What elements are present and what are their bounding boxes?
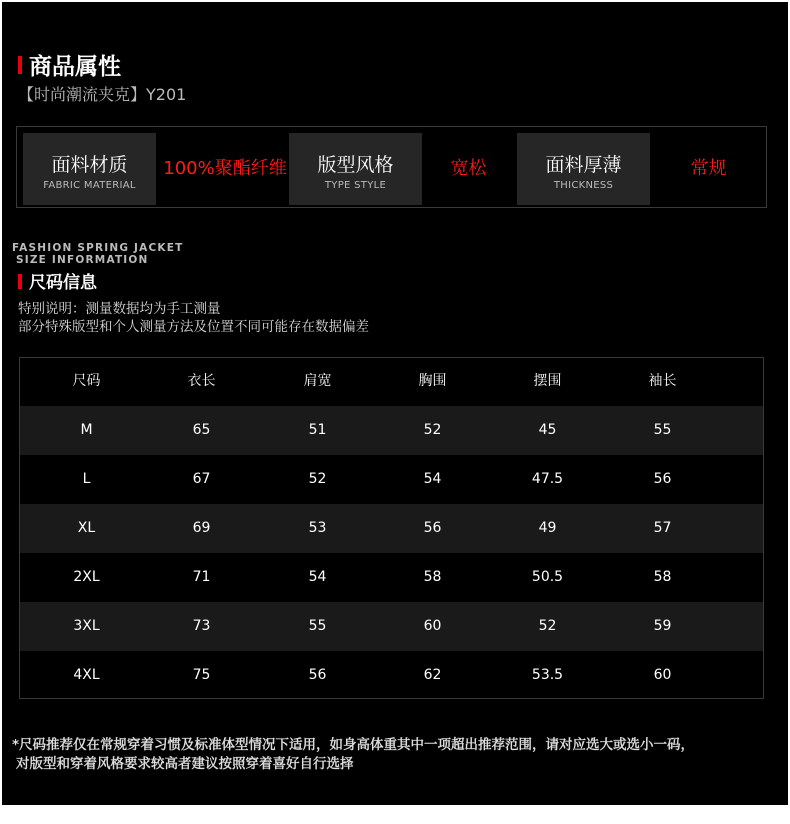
size-table-row — [20, 504, 763, 553]
size-table-cell: 75 — [192, 667, 211, 683]
attr-label-fabric — [23, 133, 156, 205]
size-table-row — [20, 602, 763, 651]
size-table-cell: 54 — [308, 569, 327, 585]
size-table-header-cell: 尺码 — [72, 373, 101, 389]
attr-label-zh: 版型风格 — [317, 154, 394, 176]
en-heading-line: SIZE INFORMATION — [16, 254, 149, 266]
size-table-row — [20, 651, 763, 700]
size-table-cell: 58 — [423, 569, 442, 585]
size-table-row — [20, 406, 763, 455]
en-heading-line: FASHION SPRING JACKET — [12, 242, 184, 254]
footer-note-line: 对版型和穿着风格要求较高者建议按照穿着喜好自行选择 — [16, 756, 354, 772]
attr-label-en: TYPE STYLE — [324, 180, 387, 191]
attr-label-zh: 面料材质 — [51, 154, 128, 176]
size-table-cell: 56 — [653, 471, 672, 487]
size-table-header-cell: 胸围 — [418, 373, 447, 389]
attributes-panel — [16, 126, 767, 208]
size-table-row — [20, 553, 763, 602]
size-table-row — [20, 455, 763, 504]
size-table-cell: 59 — [653, 618, 672, 634]
size-table-cell: 56 — [423, 520, 442, 536]
size-table-cell: 54 — [423, 471, 442, 487]
size-table-cell: 58 — [653, 569, 672, 585]
size-table-cell: 73 — [192, 618, 211, 634]
size-table-cell: XL — [77, 520, 96, 536]
size-table-cell: M — [80, 422, 93, 438]
size-table-cell: 53 — [308, 520, 327, 536]
size-table-header-cell: 衣长 — [187, 373, 216, 389]
size-table-cell: 56 — [308, 667, 327, 683]
size-note-line: 部分特殊版型和个人测量方法及位置不同可能存在数据偏差 — [18, 319, 369, 335]
attr-value-style: 宽松 — [450, 158, 487, 179]
size-table-cell: 55 — [653, 422, 672, 438]
footer-note-line: *尺码推荐仅在常规穿着习惯及标准体型情况下适用，如身高体重其中一项超出推荐范围，请对应选大或选小一码， — [12, 737, 695, 753]
attr-label-en: FABRIC MATERIAL — [43, 180, 136, 191]
size-note-line: 特别说明：测量数据均为手工测量 — [18, 301, 221, 317]
attr-label-zh: 面料厚薄 — [545, 154, 622, 176]
size-table-cell: 52 — [538, 618, 557, 634]
size-table-cell: 60 — [423, 618, 442, 634]
size-table-cell: 2XL — [73, 569, 100, 585]
product-detail-page — [2, 2, 788, 805]
size-table-cell: 62 — [423, 667, 442, 683]
size-table-header-cell: 摆围 — [533, 373, 562, 389]
attr-label-en: THICKNESS — [553, 180, 614, 191]
section-accent-bar — [18, 274, 22, 289]
size-table-cell: 47.5 — [531, 471, 564, 487]
size-table-cell: 4XL — [73, 667, 100, 683]
size-table-header-cell: 肩宽 — [303, 373, 332, 389]
size-table-cell: L — [82, 471, 91, 487]
size-table-cell: 67 — [192, 471, 211, 487]
size-table-cell: 65 — [192, 422, 211, 438]
size-table-header — [20, 357, 763, 406]
size-table-cell: 49 — [538, 520, 557, 536]
size-table-cell: 69 — [192, 520, 211, 536]
size-table-cell: 60 — [653, 667, 672, 683]
size-table-cell: 53.5 — [531, 667, 564, 683]
attr-value-fabric: 100%聚酯纤维 — [163, 158, 287, 179]
size-info-en-heading — [12, 242, 183, 266]
size-table-cell: 52 — [423, 422, 442, 438]
size-table-cell: 51 — [308, 422, 327, 438]
size-table-cell: 50.5 — [531, 569, 564, 585]
size-table-cell: 71 — [192, 569, 211, 585]
size-table-cell: 45 — [538, 422, 557, 438]
section-accent-bar — [18, 56, 22, 74]
product-subtitle: 【时尚潮流夹克】Y201 — [18, 85, 187, 104]
attr-label-style — [289, 133, 422, 205]
size-table-cell: 57 — [653, 520, 672, 536]
size-table-cell: 3XL — [73, 618, 100, 634]
product-attributes-title: 商品属性 — [29, 54, 121, 80]
size-table-cell: 55 — [308, 618, 327, 634]
size-table-cell: 52 — [308, 471, 327, 487]
attr-label-thickness — [517, 133, 650, 205]
size-info-title: 尺码信息 — [29, 273, 97, 293]
size-table-header-cell: 袖长 — [648, 373, 677, 389]
attr-value-thickness: 常规 — [690, 158, 727, 179]
